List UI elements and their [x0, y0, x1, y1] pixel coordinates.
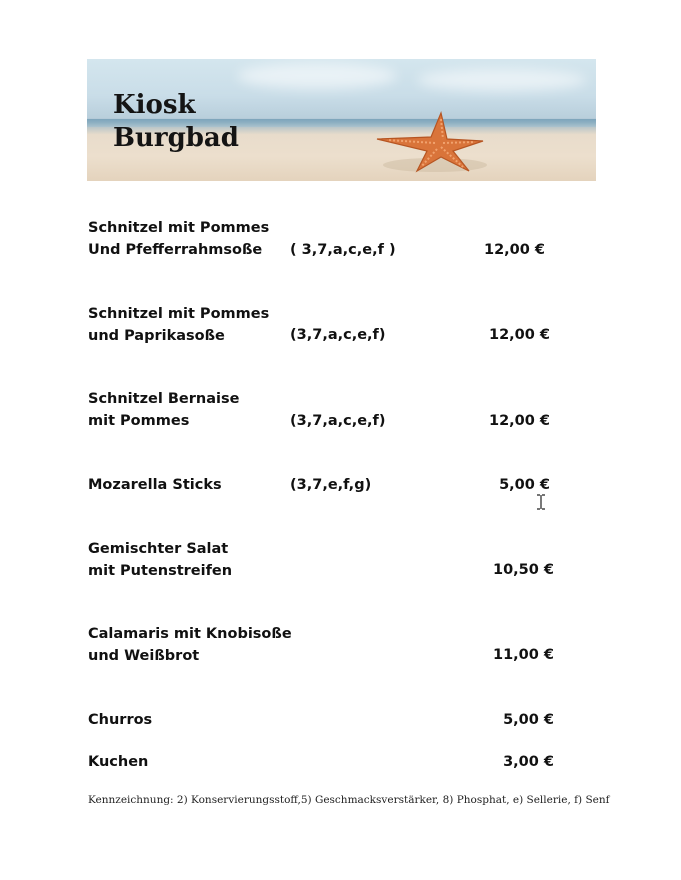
menu-item-name: [88, 751, 148, 773]
menu-item-name-line: Schnitzel mit Pommes: [88, 220, 270, 236]
menu-item-name-line: Und Pfefferrahmsoße: [88, 242, 263, 258]
page-title: [113, 89, 239, 155]
menu-item-name-line: und Weißbrot: [88, 648, 200, 664]
menu-item-price: 10,50 €: [492, 562, 554, 578]
menu-item-price: 3,00 €: [503, 754, 554, 770]
allergen-footnote: Kennzeichnung: 2) Konservierungsstoff,5) Geschmacksverstärker, 8) Phosphat, e) Sellerie, f) Senf: [88, 794, 610, 806]
cloud-decoration: [237, 63, 397, 89]
title-line-burgbad: Burgbad: [113, 123, 239, 153]
menu-item-name: [88, 538, 232, 582]
menu-item-name-line: Calamaris mit Knobisoße: [88, 626, 292, 642]
cloud-decoration: [417, 69, 587, 91]
menu-item-price: 12,00 €: [488, 327, 550, 343]
menu-item-price: 12,00 €: [483, 242, 545, 258]
menu-item-allergens: ( 3,7,a,c,e,f ): [290, 242, 396, 258]
menu-item-name: [88, 217, 269, 261]
menu-item-name-line: mit Pommes: [88, 413, 190, 429]
text-cursor-icon: [536, 494, 546, 510]
menu-item-name-line: Gemischter Salat: [88, 541, 229, 557]
menu-item-name-line: Schnitzel Bernaise: [88, 391, 240, 407]
menu-item-name-line: Schnitzel mit Pommes: [88, 306, 270, 322]
menu-item-name: [88, 388, 239, 432]
menu-item-name-line: Mozarella Sticks: [88, 477, 222, 493]
menu-item-name: [88, 303, 269, 347]
menu-item-name: [88, 474, 222, 496]
menu-item-name: [88, 709, 152, 731]
title-line-kiosk: Kiosk: [113, 90, 196, 120]
menu-item-price: 12,00 €: [488, 413, 550, 429]
menu-item-price: 5,00 €: [499, 477, 550, 493]
menu-item-name-line: Kuchen: [88, 754, 149, 770]
menu-item-name-line: mit Putenstreifen: [88, 563, 233, 579]
header-banner: [87, 59, 596, 181]
menu-item-allergens: (3,7,a,c,e,f): [290, 327, 386, 343]
menu-item-price: 5,00 €: [503, 712, 554, 728]
menu-item-allergens: (3,7,e,f,g): [290, 477, 372, 493]
menu-item-name-line: Churros: [88, 712, 153, 728]
starfish-icon: [371, 109, 491, 175]
menu-item-name-line: und Paprikasoße: [88, 328, 225, 344]
menu-item-price: 11,00 €: [492, 647, 554, 663]
menu-item-name: [88, 623, 292, 667]
menu-item-allergens: (3,7,a,c,e,f): [290, 413, 386, 429]
